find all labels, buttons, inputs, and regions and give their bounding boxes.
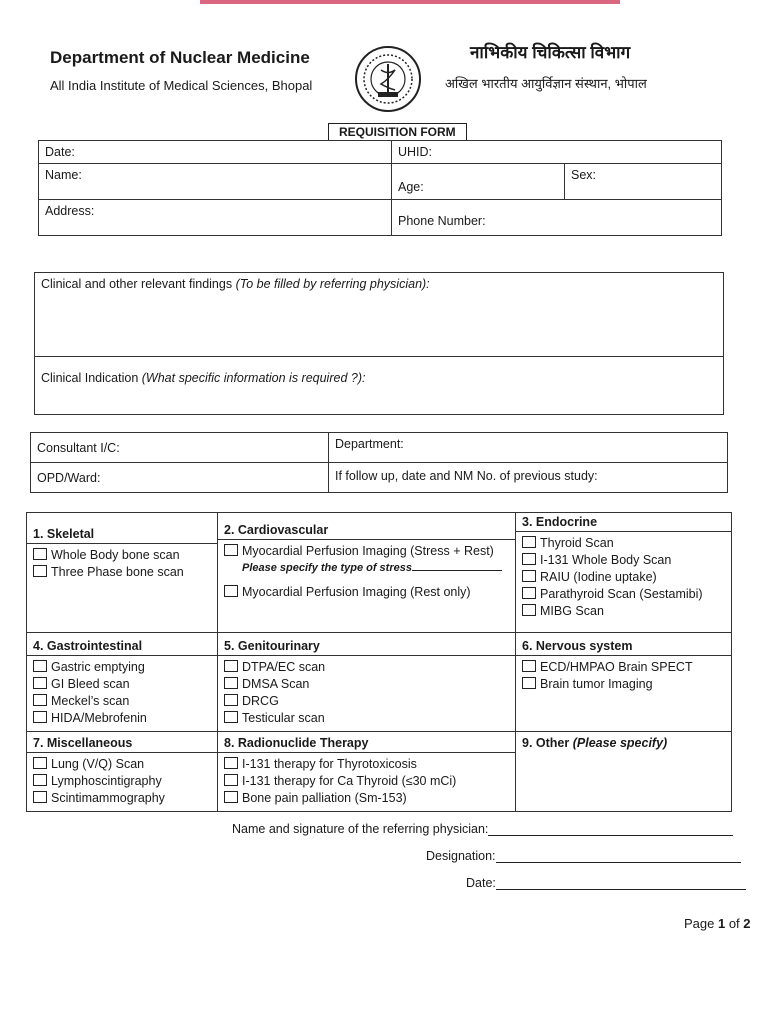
- checkbox-gi-bleed-scan[interactable]: [33, 676, 211, 693]
- form-title: REQUISITION FORM: [328, 123, 467, 141]
- section-title: 4. Gastrointestinal: [27, 637, 217, 656]
- institute-name-hindi: अखिल भारतीय आयुर्विज्ञान संस्थान, भोपाल: [445, 76, 647, 91]
- sex-field[interactable]: [565, 164, 722, 200]
- department-name-english: Department of Nuclear Medicine: [50, 48, 310, 67]
- checkbox-label: DTPA/EC scan: [242, 660, 326, 674]
- checkbox-icon[interactable]: [224, 677, 238, 689]
- stress-type-blank[interactable]: [412, 570, 502, 571]
- address-field[interactable]: [39, 200, 392, 236]
- name-label: Name:: [45, 168, 82, 182]
- clinical-indication-note: (What specific information is required ?):: [141, 371, 366, 385]
- checkbox-whole-body-bone-scan[interactable]: [33, 547, 211, 564]
- clinical-indication-label: Clinical Indication: [41, 371, 139, 385]
- section-radionuclide-therapy: [218, 732, 516, 812]
- signature-label: Name and signature of the referring physician:: [232, 822, 489, 836]
- checkbox-label: Thyroid Scan: [540, 536, 614, 550]
- section-title: 6. Nervous system: [516, 637, 731, 656]
- checkbox-icon[interactable]: [33, 694, 47, 706]
- checkbox-label: I-131 therapy for Ca Thyroid (≤30 mCi): [242, 774, 457, 788]
- age-label: Age:: [398, 180, 424, 194]
- checkbox-label: Gastric emptying: [51, 660, 145, 674]
- checkbox-lymphoscintigraphy[interactable]: [33, 773, 211, 790]
- phone-label: Phone Number:: [398, 214, 486, 228]
- checkbox-icon[interactable]: [33, 791, 47, 803]
- section-title: 7. Miscellaneous: [27, 734, 217, 753]
- checkbox-mpi-rest-only[interactable]: [224, 584, 509, 601]
- section-nervous-system: [516, 633, 732, 732]
- checkbox-scintimammography[interactable]: [33, 790, 211, 807]
- checkbox-label: Meckel’s scan: [51, 694, 130, 708]
- checkbox-icon[interactable]: [33, 660, 47, 672]
- signature-date-label: Date:: [466, 876, 496, 890]
- checkbox-icon[interactable]: [224, 694, 238, 706]
- checkbox-label: Lung (V/Q) Scan: [51, 757, 145, 771]
- checkbox-drcg[interactable]: [224, 693, 509, 710]
- referring-physician-signature[interactable]: [232, 822, 733, 836]
- checkbox-icon[interactable]: [522, 660, 536, 672]
- checkbox-label: DMSA Scan: [242, 677, 310, 691]
- checkbox-i131-ca-thyroid[interactable]: [224, 773, 509, 790]
- signature-date-field[interactable]: [466, 876, 746, 890]
- checkbox-dtpa-ec-scan[interactable]: [224, 659, 509, 676]
- checkbox-ecd-hmpao-spect[interactable]: [522, 659, 725, 676]
- checkbox-lung-vq-scan[interactable]: [33, 756, 211, 773]
- phone-field[interactable]: [392, 200, 722, 236]
- checkbox-icon[interactable]: [224, 711, 238, 723]
- checkbox-label: I-131 Whole Body Scan: [540, 553, 672, 567]
- opd-ward-label: OPD/Ward:: [37, 471, 101, 485]
- checkbox-icon[interactable]: [33, 565, 47, 577]
- section-title: 5. Genitourinary: [218, 637, 515, 656]
- checkbox-icon[interactable]: [33, 677, 47, 689]
- section-title: 8. Radionuclide Therapy: [218, 734, 515, 753]
- clinical-info-table: [34, 272, 724, 415]
- patient-details-table: [38, 140, 722, 236]
- designation-label: Designation:: [426, 849, 496, 863]
- checkbox-icon[interactable]: [224, 585, 238, 597]
- clinical-findings-field[interactable]: [35, 273, 724, 357]
- date-label: Date:: [45, 145, 75, 159]
- sex-label: Sex:: [571, 168, 597, 182]
- checkbox-icon[interactable]: [33, 548, 47, 560]
- checkbox-label: Bone pain palliation (Sm-153): [242, 791, 407, 805]
- followup-field[interactable]: [329, 463, 728, 493]
- designation-field[interactable]: [426, 849, 741, 863]
- checkbox-dmsa-scan[interactable]: [224, 676, 509, 693]
- checkbox-label: Three Phase bone scan: [51, 565, 184, 579]
- uhid-label: UHID:: [398, 145, 433, 159]
- checkbox-label: Parathyroid Scan (Sestamibi): [540, 587, 703, 601]
- checkbox-thyroid-scan[interactable]: [522, 535, 725, 552]
- top-color-band: [200, 0, 620, 4]
- checkbox-label: HIDA/Mebrofenin: [51, 711, 147, 725]
- section-title: 1. Skeletal: [27, 525, 217, 544]
- section-genitourinary: [218, 633, 516, 732]
- designation-line[interactable]: [496, 850, 741, 863]
- checkbox-meckels-scan[interactable]: [33, 693, 211, 710]
- checkbox-hida-mebrofenin[interactable]: [33, 710, 211, 727]
- checkbox-testicular-scan[interactable]: [224, 710, 509, 727]
- checkbox-icon[interactable]: [522, 553, 536, 565]
- signature-line[interactable]: [488, 823, 733, 836]
- page-number: Page 1 of 2: [684, 916, 751, 931]
- section-title: 3. Endocrine: [516, 513, 731, 532]
- checkbox-icon[interactable]: [522, 536, 536, 548]
- checkbox-icon[interactable]: [224, 660, 238, 672]
- checkbox-icon[interactable]: [224, 544, 238, 556]
- checkbox-label: Lymphoscintigraphy: [51, 774, 162, 788]
- section-skeletal: [27, 513, 218, 633]
- followup-label: If follow up, date and NM No. of previous study:: [335, 469, 598, 483]
- section-miscellaneous: [27, 732, 218, 812]
- referral-table: [30, 432, 728, 493]
- checkbox-label: Whole Body bone scan: [51, 548, 180, 562]
- checkbox-mpi-stress-rest[interactable]: [224, 543, 509, 560]
- section-other[interactable]: [516, 732, 732, 812]
- checkbox-label: ECD/HMPAO Brain SPECT: [540, 660, 693, 674]
- checkbox-label: RAIU (Iodine uptake): [540, 570, 657, 584]
- section-title: 9. Other (Please specify): [522, 736, 668, 750]
- checkbox-icon[interactable]: [224, 757, 238, 769]
- checkbox-parathyroid-scan[interactable]: [522, 586, 725, 603]
- checkbox-icon[interactable]: [33, 774, 47, 786]
- checkbox-i131-whole-body[interactable]: [522, 552, 725, 569]
- checkbox-label: Brain tumor Imaging: [540, 677, 653, 691]
- checkbox-gastric-emptying[interactable]: [33, 659, 211, 676]
- address-label: Address:: [45, 204, 95, 218]
- opd-ward-field[interactable]: [31, 463, 329, 493]
- clinical-findings-note: (To be filled by referring physician):: [235, 277, 430, 291]
- checkbox-label: Scintimammography: [51, 791, 165, 805]
- signature-date-line[interactable]: [496, 877, 746, 890]
- section-cardiovascular: [218, 513, 516, 633]
- consultant-field[interactable]: [31, 433, 329, 463]
- age-field[interactable]: [392, 164, 565, 200]
- checkbox-label: Myocardial Perfusion Imaging (Stress + Rest): [242, 544, 494, 558]
- checkbox-icon[interactable]: [522, 677, 536, 689]
- checkbox-raiu[interactable]: [522, 569, 725, 586]
- aiims-emblem-icon: [353, 44, 423, 114]
- checkbox-icon[interactable]: [522, 570, 536, 582]
- checkbox-bone-pain-palliation[interactable]: [224, 790, 509, 807]
- checkbox-icon[interactable]: [33, 711, 47, 723]
- department-label: Department:: [335, 437, 404, 451]
- clinical-indication-field[interactable]: [35, 357, 724, 415]
- investigations-table: [26, 512, 732, 812]
- date-field[interactable]: [39, 141, 392, 164]
- checkbox-brain-tumor-imaging[interactable]: [522, 676, 725, 693]
- checkbox-three-phase-bone-scan[interactable]: [33, 564, 211, 581]
- institute-name-english: All India Institute of Medical Sciences, Bhopal: [50, 78, 313, 93]
- checkbox-icon[interactable]: [33, 757, 47, 769]
- section-gastrointestinal: [27, 633, 218, 732]
- clinical-findings-label: Clinical and other relevant findings: [41, 277, 233, 291]
- uhid-field[interactable]: [392, 141, 722, 164]
- checkbox-icon[interactable]: [522, 604, 536, 616]
- checkbox-label: DRCG: [242, 694, 279, 708]
- name-field[interactable]: [39, 164, 392, 200]
- checkbox-label: GI Bleed scan: [51, 677, 130, 691]
- checkbox-i131-thyrotoxicosis[interactable]: [224, 756, 509, 773]
- checkbox-icon[interactable]: [522, 587, 536, 599]
- checkbox-mibg-scan[interactable]: [522, 603, 725, 620]
- checkbox-icon[interactable]: [224, 774, 238, 786]
- letterhead: [50, 40, 710, 120]
- department-field[interactable]: [329, 433, 728, 463]
- stress-type-note[interactable]: Please specify the type of stress: [242, 562, 509, 574]
- section-endocrine: [516, 513, 732, 633]
- checkbox-label: I-131 therapy for Thyrotoxicosis: [242, 757, 417, 771]
- consultant-label: Consultant I/C:: [37, 441, 120, 455]
- checkbox-label: Testicular scan: [242, 711, 325, 725]
- department-name-hindi: नाभिकीय चिकित्सा विभाग: [470, 43, 631, 62]
- checkbox-label: Myocardial Perfusion Imaging (Rest only): [242, 585, 471, 599]
- checkbox-icon[interactable]: [224, 791, 238, 803]
- checkbox-label: MIBG Scan: [540, 604, 604, 618]
- section-title: 2. Cardiovascular: [218, 521, 515, 540]
